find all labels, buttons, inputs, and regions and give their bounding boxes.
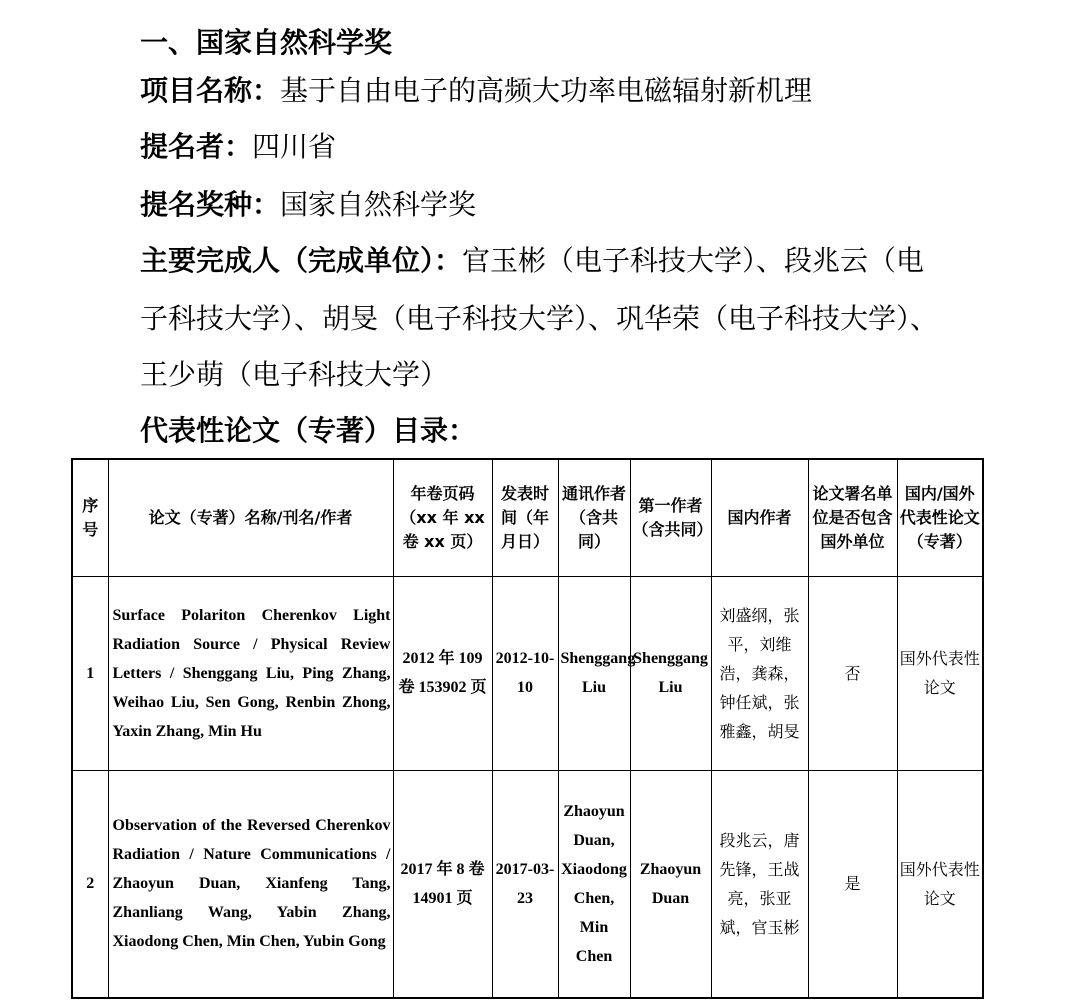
section-heading: 一、国家自然科学奖 [140, 26, 393, 59]
row-volume: 2012 年 109 卷 153902 页 [393, 576, 492, 770]
table-row [72, 576, 983, 770]
row-title: Observation of the Reversed Cherenkov Radiation / Nature Communications / Zhaoyun Duan, Xianfeng Tang, Zhanliang Wang, Yabin Zhang, Xiaodong Chen, Min Chen, Yubin Gong [108, 770, 393, 998]
row-date: 2012-10-10 [492, 576, 558, 770]
nominator-value: 四川省 [252, 130, 337, 163]
table-row [72, 770, 983, 998]
row-foreign-unit: 是 [808, 770, 897, 998]
row-first-author: Shenggang Liu [630, 576, 711, 770]
completers-value-1: 官玉彬（电子科技大学）、段兆云（电 [462, 244, 925, 277]
table-header-row [72, 459, 983, 576]
completers-line-2: 子科技大学）、胡旻（电子科技大学）、巩华荣（电子科技大学）、 [140, 302, 939, 335]
header-foreign-unit: 论文署名单位是否包含国外单位 [808, 459, 897, 576]
row-date: 2017-03-23 [492, 770, 558, 998]
row-domestic-authors: 段兆云，唐先锋，王战亮，张亚斌，官玉彬 [711, 770, 808, 998]
header-corresponding: 通讯作者（含共同） [558, 459, 630, 576]
project-name-line [140, 74, 812, 108]
header-index: 序号 [72, 459, 108, 576]
header-volume: 年卷页码（xx 年 xx 卷 xx 页） [393, 459, 492, 576]
header-title: 论文（专著）名称/刊名/作者 [108, 459, 393, 576]
header-domestic-authors: 国内作者 [711, 459, 808, 576]
row-domestic-authors: 刘盛纲，张平，刘维浩，龚森，钟任斌，张雅鑫，胡旻 [711, 576, 808, 770]
row-foreign-unit: 否 [808, 576, 897, 770]
completers-line-3: 王少萌（电子科技大学） [140, 358, 449, 391]
award-type-value: 国家自然科学奖 [280, 188, 477, 221]
row-corresponding: Shenggang Liu [558, 576, 630, 770]
nominator-label: 提名者： [140, 130, 253, 163]
header-date: 发表时间（年月日） [492, 459, 558, 576]
completers-line-1 [140, 244, 924, 278]
papers-table [71, 458, 984, 999]
award-type-line [140, 188, 476, 222]
header-representative: 国内/国外代表性论文（专著） [897, 459, 983, 576]
award-type-label: 提名奖种： [140, 188, 281, 221]
row-index: 1 [72, 576, 108, 770]
papers-heading: 代表性论文（专著）目录： [140, 414, 477, 447]
completers-label: 主要完成人（完成单位）： [140, 244, 463, 277]
header-first-author: 第一作者（含共同） [630, 459, 711, 576]
row-representative: 国外代表性论文 [897, 770, 983, 998]
row-title: Surface Polariton Cherenkov Light Radiation Source / Physical Review Letters / Shenggang Liu, Ping Zhang, Weihao Liu, Sen Gong, Renbin Zhong, Yaxin Zhang, Min Hu [108, 576, 393, 770]
project-name-value: 基于自由电子的高频大功率电磁辐射新机理 [280, 74, 813, 107]
row-corresponding: Zhaoyun Duan, Xiaodong Chen, Min Chen [558, 770, 630, 998]
nominator-line [140, 130, 336, 164]
row-index: 2 [72, 770, 108, 998]
row-first-author: Zhaoyun Duan [630, 770, 711, 998]
row-representative: 国外代表性论文 [897, 576, 983, 770]
row-volume: 2017 年 8 卷 14901 页 [393, 770, 492, 998]
project-name-label: 项目名称： [140, 74, 281, 107]
